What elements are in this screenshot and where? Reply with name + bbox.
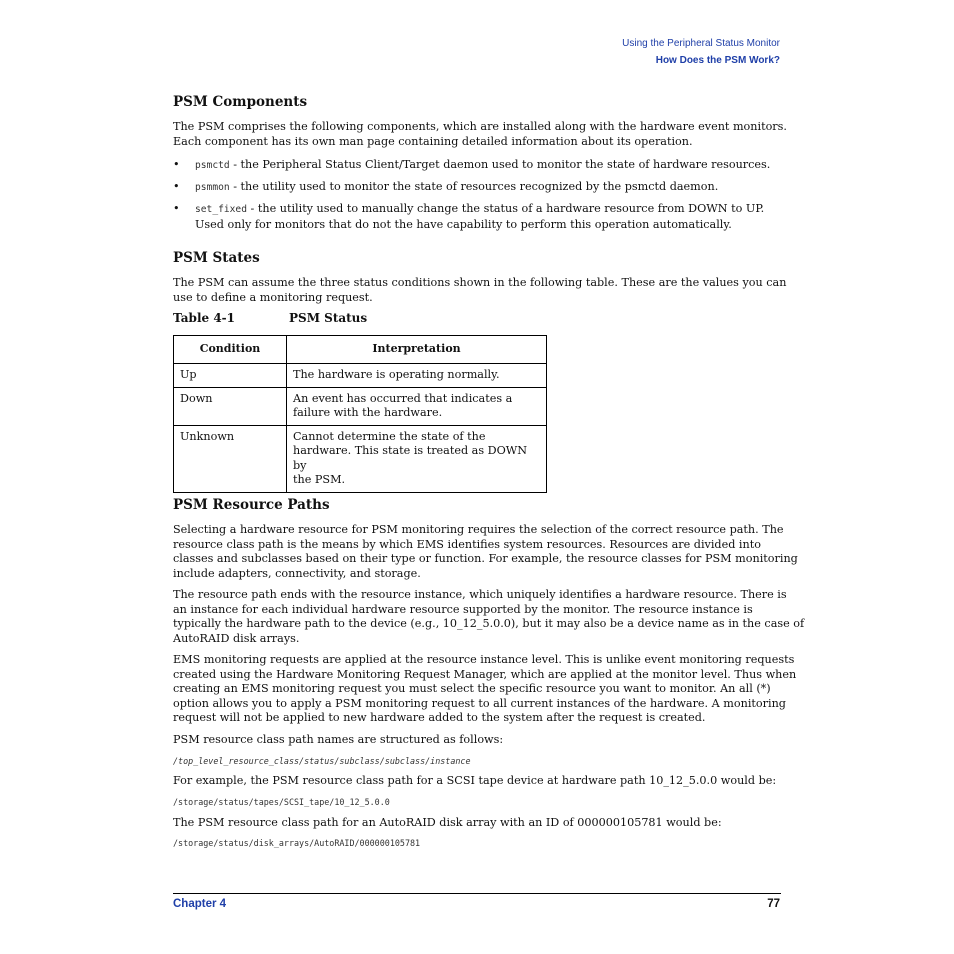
page-number: 77: [767, 898, 780, 910]
paths-paragraph-4: PSM resource class path names are structured as follows:: [173, 733, 504, 746]
paths-paragraph-2: [173, 588, 805, 646]
text-line: Selecting a hardware resource for PSM monitoring requires the selection of the correct resource path. The: [173, 523, 784, 536]
text-line: hardware. This state is treated as DOWN by: [293, 444, 528, 472]
text-line: creating an EMS monitoring request you must select the specific resource you want to monitor. An all (*): [173, 682, 771, 695]
text-line: An event has occurred that indicates a: [293, 391, 513, 405]
running-header-chapter-title: Using the Peripheral Status Monitor: [622, 38, 780, 49]
text-line: option allows you to apply a PSM monitoring request to all current instances of the hardware. A monitoring: [173, 696, 786, 710]
states-heading: PSM States: [173, 250, 260, 266]
condition-cell: Down: [174, 387, 287, 425]
list-item-text: Used only for monitors that do not the have capability to perform this operation automatically.: [195, 217, 732, 231]
text-line: failure with the hardware.: [293, 406, 443, 419]
paths-paragraph-1: [173, 523, 798, 581]
interpretation-cell: [287, 425, 547, 492]
list-item-body: [195, 158, 770, 174]
text-line: created using the Hardware Monitoring Request Manager, which are applied at the monitor level. Thus when: [173, 667, 797, 681]
text-line: resource class path is the means by which EMS identifies system resources. Resources are divided into: [173, 537, 761, 551]
command-name: psmctd: [195, 160, 230, 171]
footer-chapter: Chapter 4: [173, 898, 227, 910]
paths-paragraph-6: The PSM resource class path for an AutoRAID disk array with an ID of 000000105781 would be:: [173, 816, 722, 829]
table-header-row: [174, 336, 547, 364]
list-item-body: [195, 180, 718, 196]
command-name: psmmon: [195, 182, 230, 193]
table-row: [174, 425, 547, 492]
paths-heading: PSM Resource Paths: [173, 497, 330, 513]
running-header-section-title: How Does the PSM Work?: [655, 55, 780, 66]
code-path-autoraid: /storage/status/disk_arrays/AutoRAID/000000105781: [173, 838, 421, 848]
interpretation-cell: [287, 364, 547, 388]
command-name: set_fixed: [195, 204, 247, 215]
text-line: EMS monitoring requests are applied at the resource instance level. This is unlike event monitoring requests: [173, 653, 795, 666]
condition-cell: Up: [174, 364, 287, 388]
list-item-text: - the utility used to manually change the status of a hardware resource from DOWN to UP.: [246, 202, 765, 215]
bullet-icon: •: [173, 202, 180, 215]
text-line: use to define a monitoring request.: [173, 290, 373, 304]
text-line: include adapters, connectivity, and storage.: [173, 566, 421, 580]
text-line: classes and subclasses based on their type or function. For example, the resource classes for PSM monitoring: [173, 552, 798, 565]
components-heading: PSM Components: [173, 94, 308, 110]
table-title: PSM Status: [289, 311, 368, 325]
text-line: The PSM can assume the three status conditions shown in the following table. These are the values you can: [173, 276, 787, 289]
components-intro: [173, 120, 787, 149]
condition-cell: Unknown: [174, 425, 287, 492]
bullet-icon: •: [173, 180, 180, 193]
text-line: The resource path ends with the resource instance, which uniquely identifies a hardware resource. There is: [173, 588, 787, 601]
text-line: Cannot determine the state of the: [293, 429, 486, 443]
code-path-tape: /storage/status/tapes/SCSI_tape/10_12_5.0.0: [173, 797, 390, 807]
states-intro: [173, 276, 787, 305]
text-line: AutoRAID disk arrays.: [173, 631, 300, 645]
text-line: an instance for each individual hardware resource supported by the monitor. The resource instance is: [173, 602, 753, 616]
footer-divider: [173, 893, 781, 894]
paths-paragraph-5: For example, the PSM resource class path for a SCSI tape device at hardware path 10_12_5.0.0 would be:: [173, 774, 777, 787]
text-line: the PSM.: [293, 473, 346, 486]
text-line: The PSM comprises the following components, which are installed along with the hardware event monitors.: [173, 120, 787, 133]
table-number: Table 4-1: [173, 311, 235, 325]
column-header-interpretation: Interpretation: [287, 336, 547, 364]
paths-paragraph-3: [173, 653, 797, 726]
list-item-text: - the utility used to monitor the state of resources recognized by the psmctd daemon.: [229, 180, 719, 193]
text-line: Each component has its own man page containing detailed information about its operation.: [173, 134, 693, 148]
interpretation-cell: [287, 387, 547, 425]
list-item-body: [195, 202, 764, 232]
bullet-icon: •: [173, 158, 180, 171]
table-row: [174, 387, 547, 425]
text-line: request will not be applied to new hardware added to the system after the request is created.: [173, 711, 706, 724]
code-path-structure: /top_level_resource_class/status/subclass/subclass/instance: [173, 756, 471, 766]
list-item-text: - the Peripheral Status Client/Target daemon used to monitor the state of hardware resources.: [229, 158, 771, 171]
column-header-condition: Condition: [174, 336, 287, 364]
text-line: typically the hardware path to the device (e.g., 10_12_5.0.0), but it may also be a device name as in the case of: [173, 617, 805, 630]
psm-status-table: [173, 335, 547, 493]
table-row: [174, 364, 547, 388]
text-line: The hardware is operating normally.: [293, 368, 500, 381]
